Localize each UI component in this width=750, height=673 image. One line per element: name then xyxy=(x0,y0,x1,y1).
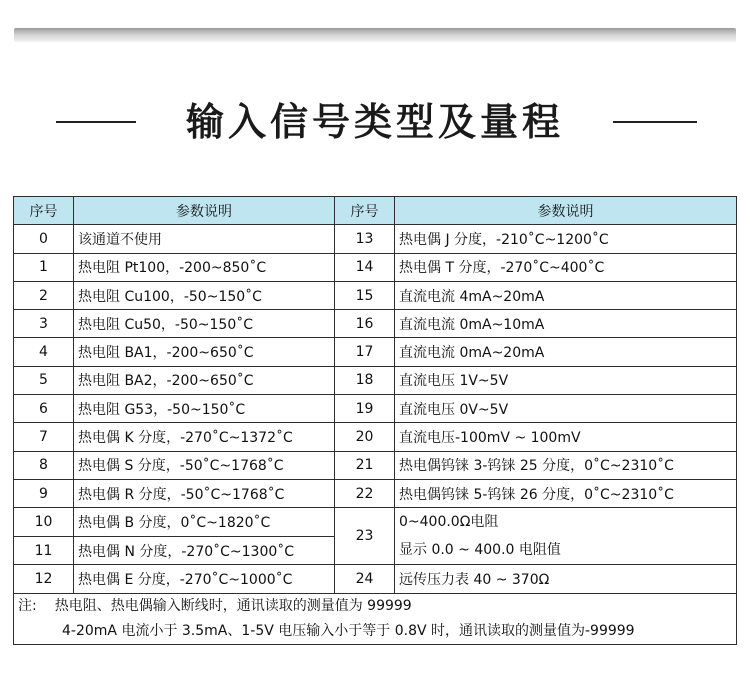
note-line-2: 4-20mA 电流小于 3.5mA、1-5V 电压输入小于等于 0.8V 时，通讯读取的测量值为-99999 xyxy=(62,622,635,639)
row-number: 17 xyxy=(335,338,395,366)
title-rule-right xyxy=(613,121,697,123)
table-row xyxy=(14,565,737,593)
row-description: 热电偶 B 分度，0˚C~1820˚C xyxy=(74,508,335,537)
row-description: 热电阻 BA2，-200~650˚C xyxy=(74,366,335,394)
note-line-1 xyxy=(18,594,732,619)
row-number: 12 xyxy=(14,565,74,593)
table-row xyxy=(14,366,737,394)
row-number: 9 xyxy=(14,479,74,507)
merged-line-1: 0~400.0Ω电阻 xyxy=(399,514,499,531)
header-desc-left: 参数说明 xyxy=(74,197,335,225)
table-row xyxy=(14,395,737,423)
row-number: 22 xyxy=(335,479,395,507)
row-description: 热电阻 Pt100，-200~850˚C xyxy=(74,253,335,281)
table-row xyxy=(14,338,737,366)
row-number: 2 xyxy=(14,281,74,309)
row-description: 热电阻 G53，-50~150˚C xyxy=(74,395,335,423)
row-number: 6 xyxy=(14,395,74,423)
note-row xyxy=(14,593,737,644)
row-number: 1 xyxy=(14,253,74,281)
row-number: 20 xyxy=(335,423,395,451)
row-number: 24 xyxy=(335,565,395,593)
row-description: 直流电流 0mA~20mA xyxy=(395,338,737,366)
row-number: 5 xyxy=(14,366,74,394)
row-description: 热电偶 J 分度，-210˚C~1200˚C xyxy=(395,225,737,253)
row-description: 热电阻 Cu100，-50~150˚C xyxy=(74,281,335,309)
row-description: 热电偶 K 分度，-270˚C~1372˚C xyxy=(74,423,335,451)
note-cell xyxy=(14,593,737,644)
row-number: 15 xyxy=(335,281,395,309)
row-description: 热电偶 N 分度，-270˚C~1300˚C xyxy=(74,536,335,565)
row-description: 直流电压 1V~5V xyxy=(395,366,737,394)
table-row xyxy=(14,253,737,281)
row-number: 8 xyxy=(14,451,74,479)
row-number: 19 xyxy=(335,395,395,423)
table-header-row xyxy=(14,197,737,225)
header-no-left: 序号 xyxy=(14,197,74,225)
merged-description xyxy=(395,508,737,565)
table-row xyxy=(14,310,737,338)
row-description: 热电阻 BA1，-200~650˚C xyxy=(74,338,335,366)
row-number: 13 xyxy=(335,225,395,253)
page-title: 输入信号类型及量程 xyxy=(185,100,564,144)
header-no-right: 序号 xyxy=(335,197,395,225)
row-description: 直流电压-100mV ~ 100mV xyxy=(395,423,737,451)
row-description: 直流电压 0V~5V xyxy=(395,395,737,423)
row-number: 10 xyxy=(14,508,74,537)
row-description: 热电偶钨铼 5-钨铼 26 分度，0˚C~2310˚C xyxy=(395,479,737,507)
table-row xyxy=(14,479,737,507)
row-description: 该通道不使用 xyxy=(74,225,335,253)
row-description: 热电偶 T 分度，-270˚C~400˚C xyxy=(395,253,737,281)
row-number: 16 xyxy=(335,310,395,338)
table-row xyxy=(14,451,737,479)
row-number: 3 xyxy=(14,310,74,338)
title-rule-left xyxy=(56,121,136,123)
table-row xyxy=(14,508,737,537)
row-number: 23 xyxy=(335,508,395,565)
row-description: 热电偶钨铼 3-钨铼 25 分度，0˚C~2310˚C xyxy=(395,451,737,479)
row-description: 直流电流 4mA~20mA xyxy=(395,281,737,309)
row-number: 4 xyxy=(14,338,74,366)
note-label: 注: xyxy=(18,597,37,614)
row-description: 热电阻 Cu50，-50~150˚C xyxy=(74,310,335,338)
table-row xyxy=(14,423,737,451)
row-number: 0 xyxy=(14,225,74,253)
row-number: 18 xyxy=(335,366,395,394)
title-row xyxy=(0,92,750,152)
row-description: 热电偶 S 分度，-50˚C~1768˚C xyxy=(74,451,335,479)
row-number: 11 xyxy=(14,536,74,565)
row-number: 7 xyxy=(14,423,74,451)
input-signal-table xyxy=(13,196,737,645)
row-description: 热电偶 E 分度，-270˚C~1000˚C xyxy=(74,565,335,593)
row-number: 21 xyxy=(335,451,395,479)
table-row xyxy=(14,225,737,253)
row-description: 热电偶 R 分度，-50˚C~1768˚C xyxy=(74,479,335,507)
note-text-1: 热电阻、热电偶输入断线时，通讯读取的测量值为 99999 xyxy=(54,597,412,614)
row-description: 直流电流 0mA~10mA xyxy=(395,310,737,338)
table-row xyxy=(14,281,737,309)
row-number: 14 xyxy=(335,253,395,281)
row-description: 远传压力表 40 ~ 370Ω xyxy=(395,565,737,593)
header-desc-right: 参数说明 xyxy=(395,197,737,225)
top-decorative-bar xyxy=(14,28,736,42)
merged-line-2: 显示 0.0 ~ 400.0 电阻值 xyxy=(399,542,561,559)
